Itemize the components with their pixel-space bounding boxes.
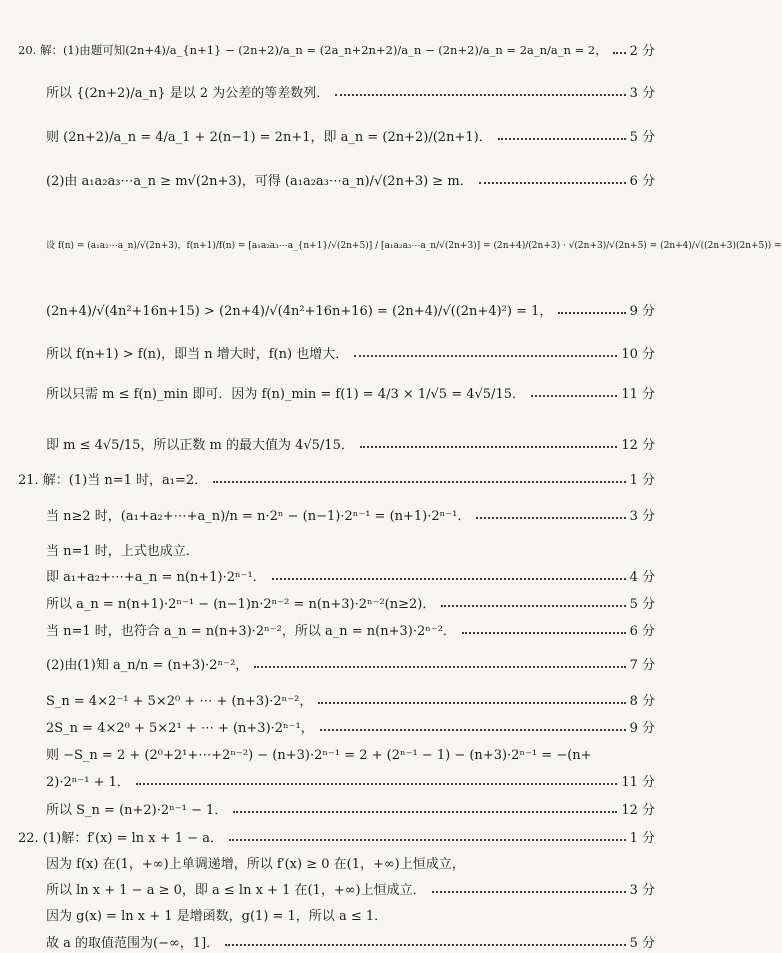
solution-line xyxy=(46,771,655,790)
leader-dots xyxy=(225,944,625,946)
solution-line xyxy=(18,40,655,59)
score-label: 6 分 xyxy=(629,174,655,189)
solution-line xyxy=(46,690,655,709)
solution-line xyxy=(46,300,655,319)
solution-line xyxy=(46,540,655,559)
solution-text: 所以 ln x + 1 − a ≥ 0，即 a ≤ ln x + 1 在(1，+∞)上恒成立． xyxy=(46,883,426,898)
solution-line xyxy=(46,343,655,362)
leader-dots xyxy=(272,578,626,580)
leader-dots xyxy=(213,481,625,483)
score-label: 1 分 xyxy=(629,831,655,846)
score-label: 11 分 xyxy=(621,387,655,402)
score-label: 5 分 xyxy=(629,936,655,951)
score-label: 3 分 xyxy=(629,86,655,101)
solution-line xyxy=(46,744,655,763)
solution-line xyxy=(46,383,655,402)
solution-line xyxy=(18,469,655,488)
score-label: 11 分 xyxy=(621,775,655,790)
leader-dots xyxy=(441,605,625,607)
leader-dots xyxy=(613,52,626,54)
leader-dots xyxy=(432,891,626,893)
score-label: 1 分 xyxy=(629,473,655,488)
solution-line xyxy=(46,238,782,251)
solution-line xyxy=(46,717,655,736)
solution-text: 22. (1)解：f′(x) = ln x + 1 − a． xyxy=(18,831,223,846)
solution-text: 则 −S_n = 2 + (2⁰+2¹+⋯+2ⁿ⁻²) − (n+3)·2ⁿ⁻¹ = 2 + (2ⁿ⁻¹ − 1) − (n+3)·2ⁿ⁻¹ = −(n+ xyxy=(46,748,592,763)
score-label: 9 分 xyxy=(629,721,655,736)
solution-line xyxy=(46,853,655,872)
score-label: 3 分 xyxy=(629,509,655,524)
solution-line xyxy=(46,505,655,524)
solution-text: 即 m ≤ 4√5/15，所以正数 m 的最大值为 4√5/15． xyxy=(46,438,354,453)
score-label: 5 分 xyxy=(629,130,655,145)
score-label: 8 分 xyxy=(629,694,655,709)
leader-dots xyxy=(558,312,625,314)
solution-line xyxy=(46,593,655,612)
score-label: 10 分 xyxy=(621,347,655,362)
solution-text: 故 a 的取值范围为(−∞，1]． xyxy=(46,936,220,951)
solution-line xyxy=(46,932,655,951)
score-label: 12 分 xyxy=(621,803,655,818)
leader-dots xyxy=(136,783,617,785)
solution-text: 所以 {(2n+2)/a_n} 是以 2 为公差的等差数列． xyxy=(46,86,330,101)
score-label: 7 分 xyxy=(629,658,655,673)
solution-line xyxy=(46,879,655,898)
leader-dots xyxy=(479,182,626,184)
solution-line xyxy=(46,654,655,673)
score-label: 4 分 xyxy=(629,570,655,585)
solution-text: 当 n≥2 时，(a₁+a₂+⋯+a_n)/n = n·2ⁿ − (n−1)·2ⁿ⁻¹ = (n+1)·2ⁿ⁻¹． xyxy=(46,509,471,524)
solution-line xyxy=(46,82,655,101)
solution-line xyxy=(46,620,655,639)
solution-line xyxy=(46,799,655,818)
leader-dots xyxy=(229,839,626,841)
leader-dots xyxy=(318,702,625,704)
solution-text: (2)由(1)知 a_n/n = (n+3)·2ⁿ⁻²， xyxy=(46,658,249,673)
solution-text: 所以 S_n = (n+2)·2ⁿ⁻¹ − 1． xyxy=(46,803,228,818)
solution-text: 所以 a_n = n(n+1)·2ⁿ⁻¹ − (n−1)n·2ⁿ⁻² = n(n+3)·2ⁿ⁻²(n≥2)． xyxy=(46,597,436,612)
score-label: 12 分 xyxy=(621,438,655,453)
score-label: 6 分 xyxy=(629,624,655,639)
leader-dots xyxy=(320,729,626,731)
score-label: 3 分 xyxy=(629,883,655,898)
solution-text: 20. 解：(1)由题可知(2n+4)/a_{n+1} − (2n+2)/a_n = (2a_n+2n+2)/a_n − (2n+2)/a_n = 2a_n/a_n = 2， xyxy=(18,42,607,57)
solution-text: 即 a₁+a₂+⋯+a_n = n(n+1)·2ⁿ⁻¹． xyxy=(46,570,266,585)
solution-text: 当 n=1 时，上式也成立． xyxy=(46,544,199,559)
leader-dots xyxy=(476,517,625,519)
solution-text: S_n = 4×2⁻¹ + 5×2⁰ + ⋯ + (n+3)·2ⁿ⁻²， xyxy=(46,694,313,709)
solution-text: 所以 f(n+1) > f(n)，即当 n 增大时，f(n) 也增大． xyxy=(46,347,349,362)
solution-text: 设 f(n) = (a₁a₂⋯a_n)/√(2n+3)，f(n+1)/f(n) = [a₁a₂a₃⋯a_{n+1}/√(2n+5)] / [a₁a₂a₃⋯a_n/√(2n+3)] = (2n+4)/(2n+3) · √(2n+3)/√(2n+5) = (2n+4)/√((2n+3)(2n+5)) = xyxy=(46,241,782,251)
solution-text: 2S_n = 4×2⁰ + 5×2¹ + ⋯ + (n+3)·2ⁿ⁻¹， xyxy=(46,721,314,736)
solution-text: 因为 f(x) 在(1，+∞)上单调递增，所以 f′(x) ≥ 0 在(1，+∞)上恒成立， xyxy=(46,857,465,872)
leader-dots xyxy=(360,446,617,448)
score-label: 5 分 xyxy=(629,597,655,612)
solution-text: 则 (2n+2)/a_n = 4/a_1 + 2(n−1) = 2n+1，即 a_n = (2n+2)/(2n+1)． xyxy=(46,130,492,145)
score-label: 2 分 xyxy=(629,44,655,59)
leader-dots xyxy=(335,94,625,96)
leader-dots xyxy=(233,811,617,813)
solution-line xyxy=(46,566,655,585)
solution-line xyxy=(18,827,655,846)
leader-dots xyxy=(254,666,625,668)
solution-text: 所以只需 m ≤ f(n)_min 即可．因为 f(n)_min = f(1) = 4/3 × 1/√5 = 4√5/15． xyxy=(46,387,525,402)
solution-text: (2n+4)/√(4n²+16n+15) > (2n+4)/√(4n²+16n+16) = (2n+4)/√((2n+4)²) = 1， xyxy=(46,304,553,319)
leader-dots xyxy=(354,355,617,357)
solution-text: 21. 解：(1)当 n=1 时，a₁=2． xyxy=(18,473,208,488)
solution-line xyxy=(46,170,655,189)
solution-text: 因为 g(x) = ln x + 1 是增函数，g(1) = 1，所以 a ≤ 1． xyxy=(46,909,388,924)
solution-line xyxy=(46,126,655,145)
solution-text: 2)·2ⁿ⁻¹ + 1． xyxy=(46,775,130,790)
leader-dots xyxy=(462,632,626,634)
solution-line xyxy=(46,905,655,924)
leader-dots xyxy=(531,395,617,397)
leader-dots xyxy=(498,138,626,140)
solution-line xyxy=(46,434,655,453)
solution-text: 当 n=1 时，也符合 a_n = n(n+3)·2ⁿ⁻²，所以 a_n = n(n+3)·2ⁿ⁻²． xyxy=(46,624,456,639)
score-label: 9 分 xyxy=(629,304,655,319)
solution-text: (2)由 a₁a₂a₃⋯a_n ≥ m√(2n+3)，可得 (a₁a₂a₃⋯a_n)/√(2n+3) ≥ m． xyxy=(46,174,473,189)
